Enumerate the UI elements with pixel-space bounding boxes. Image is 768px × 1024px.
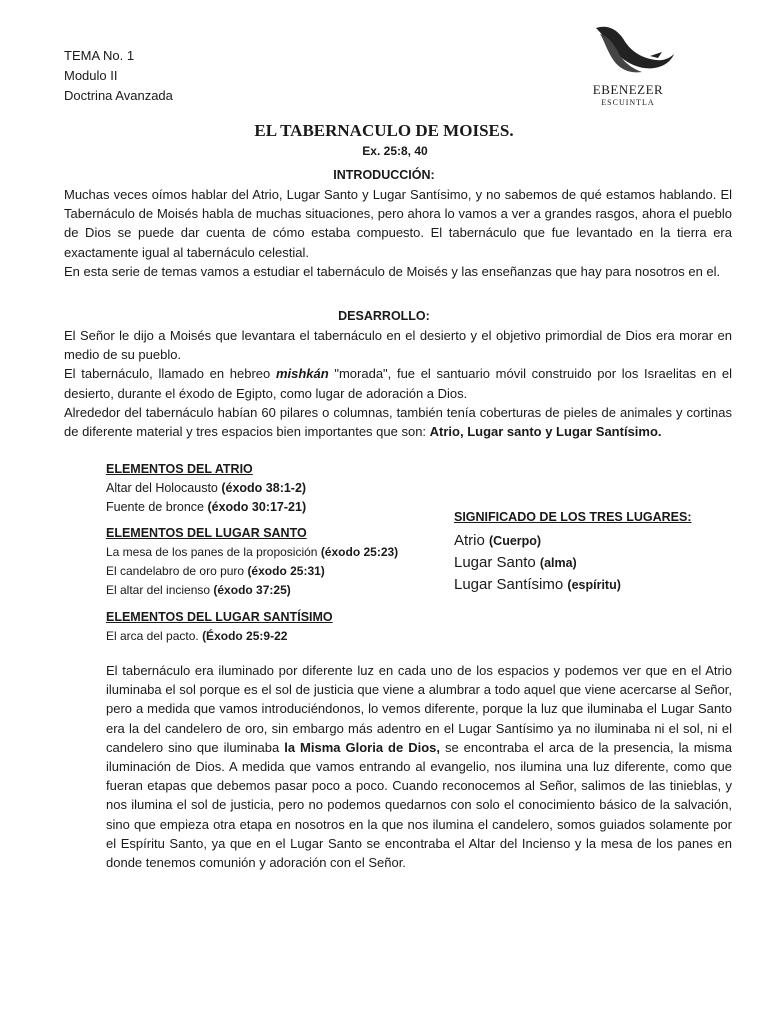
- course-label: Doctrina Avanzada: [64, 88, 173, 103]
- santisimo-heading: ELEMENTOS DEL LUGAR SANTÍSIMO: [106, 610, 333, 624]
- intro-section: [64, 185, 732, 281]
- eagle-icon: [578, 22, 678, 84]
- item-ref: (éxodo 37:25): [213, 583, 291, 597]
- significado-block: [454, 508, 692, 596]
- item-text: Fuente de bronce: [106, 500, 208, 514]
- p2-text-a: El tabernáculo, llamado en hebreo: [64, 366, 276, 382]
- intro-heading: INTRODUCCIÓN:: [333, 168, 435, 182]
- desarrollo-paragraph-2: [64, 364, 732, 402]
- item-ref: (éxodo 25:23): [320, 545, 399, 559]
- tema-label: TEMA No. 1: [64, 48, 135, 63]
- lugar-santo-elements: [106, 524, 398, 600]
- header-meta: [64, 46, 173, 106]
- list-item: [106, 479, 306, 498]
- closing-text-a: El tabernáculo era iluminado por diferente luz en cada uno de los espacios y podemos ver que en el Atrio iluminaba el sol porque es el sol de justicia que viene a alumbrar a todo aquel que viene acercarse al Señor, pero a medida que vamos introduciéndonos, lo vemos diferente, porque la luz que iluminaba el Lugar Santo era la del candelero de oro, sin embargo más adentro en el Lugar Santísimo ya no iluminaba ni el sol, ni el candelero sino que iluminaba: [106, 663, 732, 755]
- gloria-bold: la Misma Gloria de Dios,: [284, 739, 440, 755]
- atrio-elements: [106, 460, 306, 517]
- intro-paragraph-1: Muchas veces oímos hablar del Atrio, Lugar Santo y Lugar Santísimo, y no sabemos de qué estamos hablando. El Tabernáculo de Moisés habla de muchas situaciones, pero ahora lo vamos a ver a grandes rasgos, ahora el pueblo de Dios se puede dar cuenta de cómo estaba compuesto. El tabernáculo que fue levantado en la tierra era exactamente igual al tabernáculo celestial.: [64, 187, 732, 260]
- desarrollo-paragraph-3: [64, 403, 732, 441]
- p3-text-a: Alrededor del tabernáculo habían 60 pilares o columnas, también tenía coberturas de pieles de animales y cortinas de diferente material y tres espacios bien importantes que son:: [64, 404, 732, 440]
- ebenezer-logo: [572, 22, 684, 114]
- meaning-label: (espíritu): [567, 578, 621, 592]
- closing-text-b: se encontraba el arca de la presencia, la misma iluminación de Dios. A medida que vamos entrando al evangelio, nos ilumina una luz diferente, como que fueran etapas que debemos pasar poco a poco. Cuando reconocemos al Señor, salimos de las tinieblas, y nos ilumina el sol de justicia, pero no podemos quedarnos con solo el conocimiento básico de la salvación, sino que empieza otra etapa en nosotros en la que nos ilumina el candelero, somos guiados solamente por el Espíritu Santo, ya que en el Lugar Santo se encontraba el Altar del Incienso y la mesa de los panes en donde tenemos comunión y adoración con el Señor.: [106, 739, 732, 871]
- mishkan-term: mishkán: [275, 366, 329, 382]
- item-text: La mesa de los panes de la proposición: [106, 545, 321, 559]
- item-ref: (éxodo 38:1-2): [221, 481, 307, 495]
- item-ref: (éxodo 25:31): [247, 564, 325, 578]
- p2-text-b: "morada", fue el santuario móvil construido por los Israelitas en el desierto, durante el éxodo de Egipto, como lugar de adoración a Dios.: [64, 366, 732, 401]
- item-text: El altar del incienso: [106, 583, 214, 597]
- three-spaces-bold: Atrio, Lugar santo y Lugar Santísimo.: [429, 424, 662, 440]
- logo-name: EBENEZER: [592, 82, 664, 97]
- place-label: Lugar Santo: [454, 554, 540, 571]
- logo-city: ESCUINTLA: [601, 98, 655, 107]
- desarrollo-section: [64, 326, 732, 441]
- list-item: [106, 562, 398, 581]
- item-text: Altar del Holocausto: [106, 481, 222, 495]
- place-label: Atrio: [454, 532, 490, 549]
- list-item: [106, 498, 306, 517]
- significado-row: [454, 530, 692, 552]
- closing-paragraph: [106, 661, 732, 872]
- scripture-reference: Ex. 25:8, 40: [362, 144, 428, 158]
- intro-paragraph-2: En esta serie de temas vamos a estudiar el tabernáculo de Moisés y las enseñanzas que hay para nosotros en el.: [64, 263, 721, 279]
- desarrollo-paragraph-1: El Señor le dijo a Moisés que levantara el tabernáculo en el desierto y el objetivo primordial de Dios era morar en medio de su pueblo.: [64, 328, 732, 363]
- atrio-heading: ELEMENTOS DEL ATRIO: [106, 462, 253, 476]
- item-text: El arca del pacto.: [106, 629, 203, 643]
- lugar-santo-heading: ELEMENTOS DEL LUGAR SANTO: [106, 526, 307, 540]
- place-label: Lugar Santísimo: [454, 576, 568, 593]
- desarrollo-heading: DESARROLLO:: [338, 309, 430, 323]
- item-ref: (Éxodo 25:9-22: [202, 629, 288, 643]
- significado-row: [454, 552, 692, 574]
- list-item: [106, 543, 398, 562]
- item-ref: (éxodo 30:17-21): [207, 500, 307, 514]
- meaning-label: (Cuerpo): [489, 534, 542, 548]
- santisimo-elements: [106, 608, 333, 646]
- meaning-label: (alma): [539, 556, 577, 570]
- list-item: [106, 581, 398, 600]
- document-title: EL TABERNACULO DE MOISES.: [254, 121, 514, 140]
- item-text: El candelabro de oro puro: [106, 564, 248, 578]
- significado-heading: SIGNIFICADO DE LOS TRES LUGARES:: [454, 510, 692, 524]
- list-item: [106, 627, 333, 646]
- significado-row: [454, 574, 692, 596]
- modulo-label: Modulo II: [64, 68, 118, 83]
